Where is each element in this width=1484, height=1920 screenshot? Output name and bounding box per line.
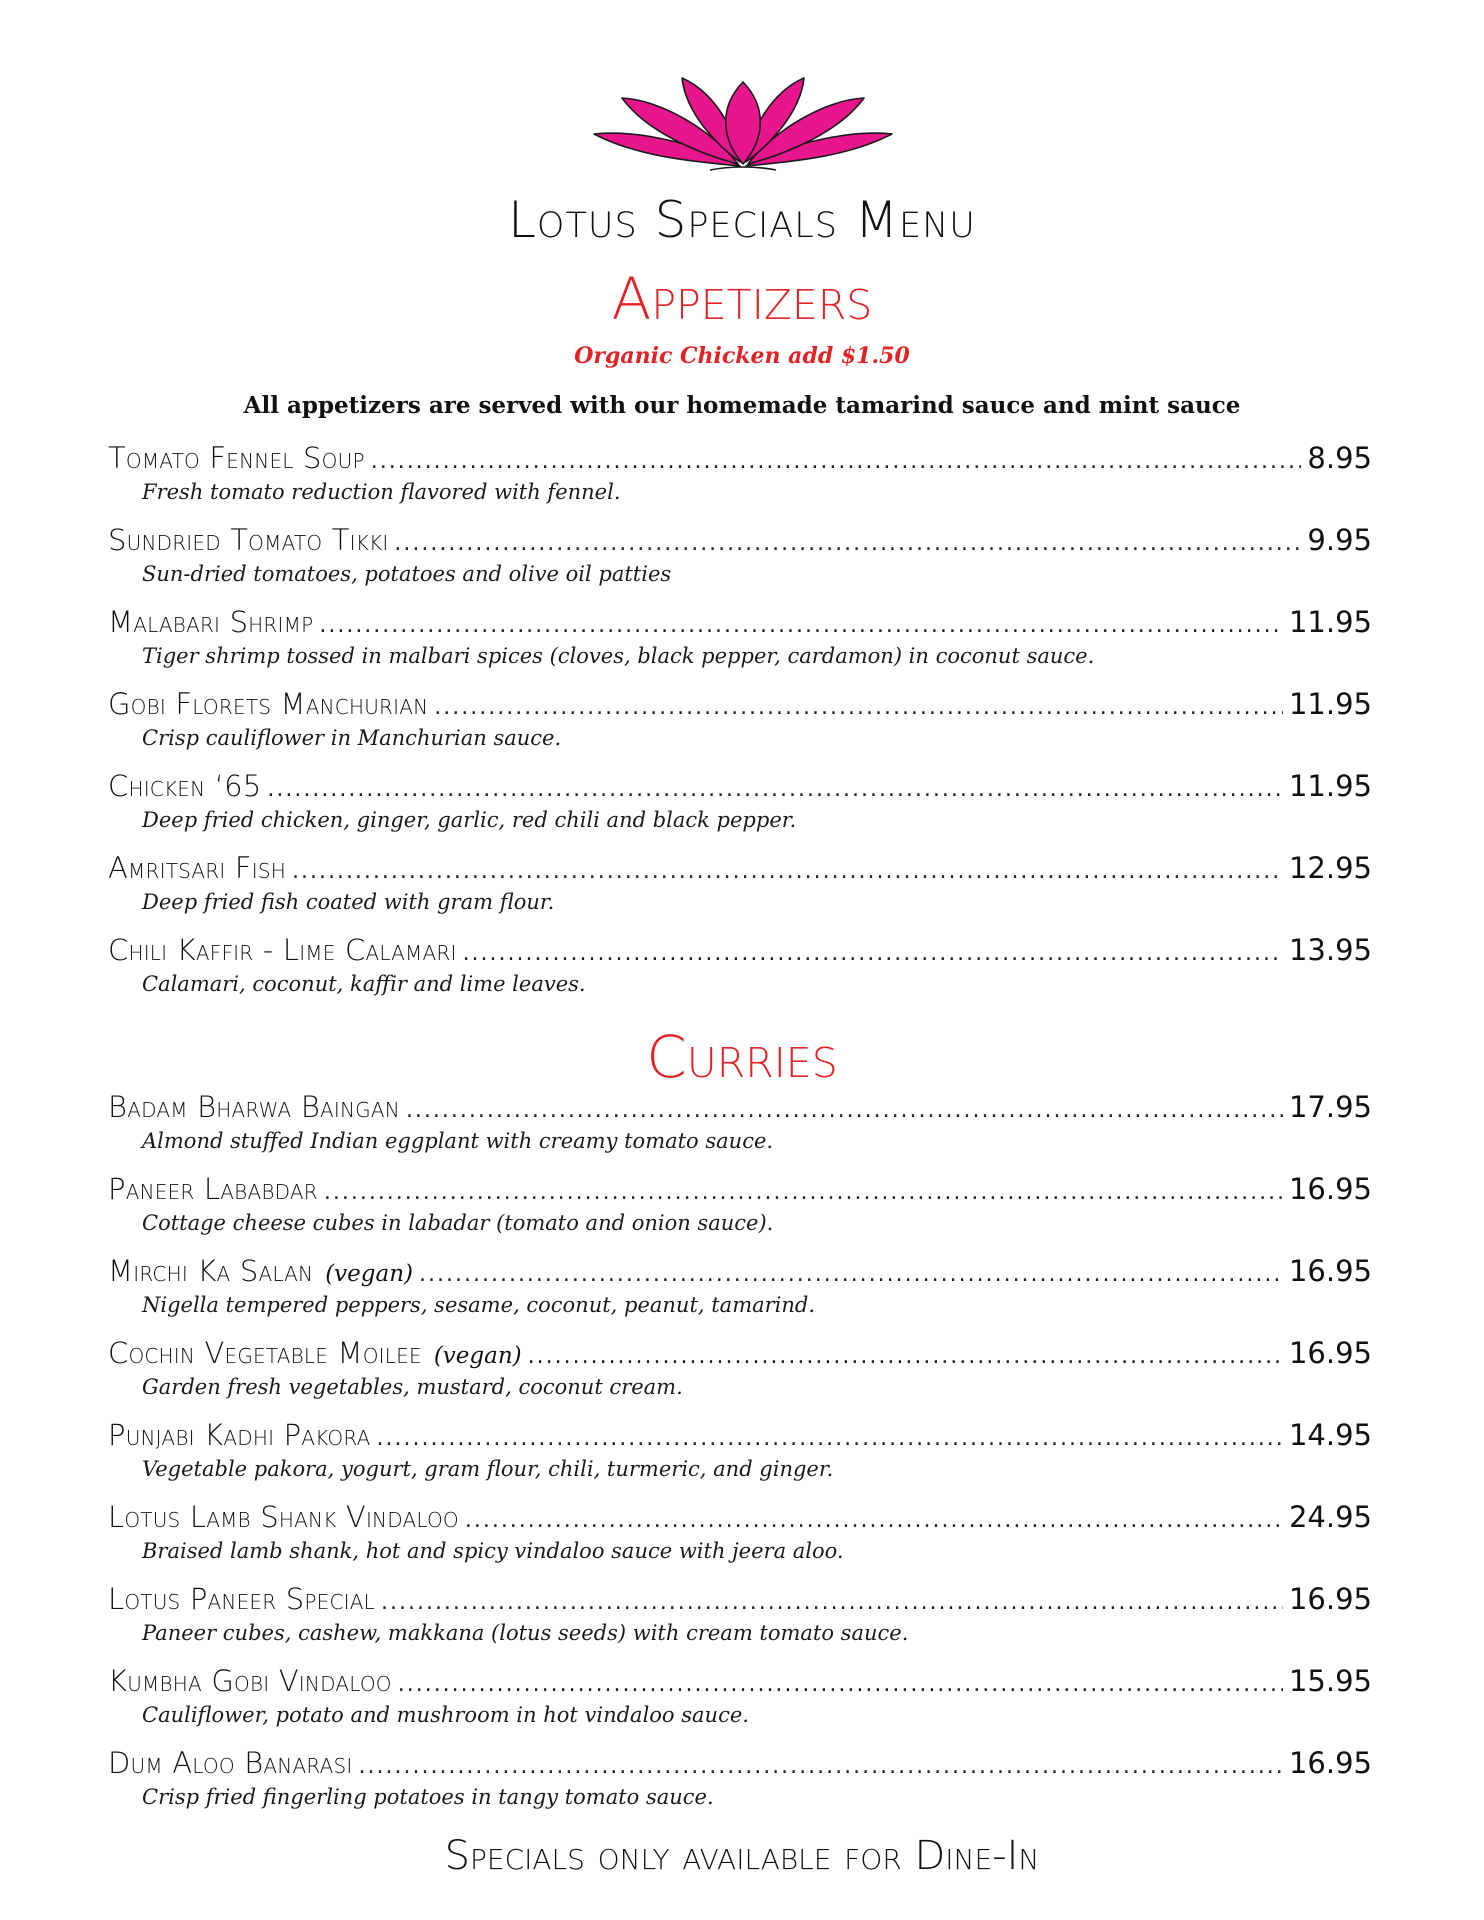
appetizers-list bbox=[108, 438, 1372, 1012]
dot-leader bbox=[292, 852, 1283, 892]
item-description: Fresh tomato reduction flavored with fennel. bbox=[142, 480, 621, 504]
item-price: 11.95 bbox=[1288, 605, 1372, 639]
dot-leader bbox=[463, 934, 1283, 974]
item-price: 16.95 bbox=[1288, 1336, 1372, 1370]
menu-item bbox=[108, 602, 1372, 684]
menu-item bbox=[108, 930, 1372, 1012]
item-price: 9.95 bbox=[1307, 523, 1372, 557]
item-description: Crisp fried fingerling potatoes in tangy tomato sauce. bbox=[142, 1785, 714, 1809]
item-price: 15.95 bbox=[1288, 1664, 1372, 1698]
dot-leader bbox=[371, 442, 1302, 482]
dot-leader bbox=[419, 1255, 1283, 1295]
menu-title: Lotus Specials Menu bbox=[508, 191, 976, 249]
dot-leader bbox=[319, 606, 1283, 646]
item-description: Braised lamb shank, hot and spicy vindaloo sauce with jeera aloo. bbox=[142, 1539, 844, 1563]
item-price: 24.95 bbox=[1288, 1500, 1372, 1534]
item-price: 12.95 bbox=[1288, 851, 1372, 885]
item-name: Paneer Lababdar bbox=[108, 1172, 318, 1206]
dot-leader bbox=[359, 1747, 1283, 1787]
item-description: Almond stuffed Indian eggplant with creamy tomato sauce. bbox=[142, 1129, 774, 1153]
item-description: Cottage cheese cubes in labadar (tomato and onion sauce). bbox=[142, 1211, 774, 1235]
curries-list bbox=[108, 1087, 1372, 1825]
lotus-flower-icon bbox=[590, 70, 896, 172]
item-name: Mirchi Ka Salan bbox=[108, 1254, 314, 1288]
item-description: Deep fried fish coated with gram flour. bbox=[142, 890, 555, 914]
item-description: Tiger shrimp tossed in malbari spices (cloves, black pepper, cardamon) in coconut sauce. bbox=[142, 644, 1095, 668]
item-description: Nigella tempered peppers, sesame, coconut, peanut, tamarind. bbox=[142, 1293, 816, 1317]
item-name: Kumbha Gobi Vindaloo bbox=[108, 1664, 392, 1698]
item-description: Calamari, coconut, kaffir and lime leaves. bbox=[142, 972, 586, 996]
menu-item bbox=[108, 1251, 1372, 1333]
appetizers-heading: Appetizers bbox=[611, 265, 873, 333]
item-name: Dum Aloo Banarasi bbox=[108, 1746, 353, 1780]
menu-item bbox=[108, 1087, 1372, 1169]
item-price: 16.95 bbox=[1288, 1746, 1372, 1780]
dot-leader bbox=[267, 770, 1283, 810]
item-description: Paneer cubes, cashew, makkana (lotus seeds) with cream tomato sauce. bbox=[142, 1621, 909, 1645]
item-name: Gobi Florets Manchurian bbox=[108, 687, 429, 721]
item-price: 16.95 bbox=[1288, 1172, 1372, 1206]
dot-leader bbox=[465, 1501, 1283, 1541]
dot-leader bbox=[381, 1583, 1283, 1623]
vegan-tag: (vegan) bbox=[433, 1343, 522, 1369]
item-description: Garden fresh vegetables, mustard, coconut cream. bbox=[142, 1375, 683, 1399]
vegan-tag: (vegan) bbox=[325, 1261, 414, 1287]
item-name: Lotus Lamb Shank Vindaloo bbox=[108, 1500, 459, 1534]
menu-item bbox=[108, 520, 1372, 602]
curries-heading: Curries bbox=[646, 1023, 838, 1091]
menu-item bbox=[108, 438, 1372, 520]
dot-leader bbox=[528, 1337, 1283, 1377]
dot-leader bbox=[394, 524, 1301, 564]
menu-item bbox=[108, 1743, 1372, 1825]
menu-item bbox=[108, 1579, 1372, 1661]
item-name: Malabari Shrimp bbox=[108, 605, 314, 639]
item-name: Lotus Paneer Special bbox=[108, 1582, 375, 1616]
menu-item bbox=[108, 848, 1372, 930]
item-name: Punjabi Kadhi Pakora bbox=[108, 1418, 371, 1452]
item-name: Chicken ‘65 bbox=[108, 769, 262, 803]
item-description: Vegetable pakora, yogurt, gram flour, chili, turmeric, and ginger. bbox=[142, 1457, 834, 1481]
item-name: Cochin Vegetable Moilee bbox=[108, 1336, 422, 1370]
menu-item bbox=[108, 1497, 1372, 1579]
item-description: Deep fried chicken, ginger, garlic, red chili and black pepper. bbox=[142, 808, 797, 832]
appetizers-sauce-note: All appetizers are served with our homemade tamarind sauce and mint sauce bbox=[243, 392, 1241, 419]
menu-item bbox=[108, 1661, 1372, 1743]
dot-leader bbox=[406, 1091, 1283, 1131]
item-name: Tomato Fennel Soup bbox=[108, 441, 365, 475]
item-description: Sun-dried tomatoes, potatoes and olive oil patties bbox=[142, 562, 672, 586]
menu-item bbox=[108, 1333, 1372, 1415]
item-name: Badam Bharwa Baingan bbox=[108, 1090, 400, 1124]
item-price: 11.95 bbox=[1288, 769, 1372, 803]
item-price: 8.95 bbox=[1307, 441, 1372, 475]
menu-item bbox=[108, 684, 1372, 766]
item-name: Amritsari Fish bbox=[108, 851, 286, 885]
dot-leader bbox=[376, 1419, 1282, 1459]
menu-item bbox=[108, 1169, 1372, 1251]
item-price: 13.95 bbox=[1288, 933, 1372, 967]
item-price: 14.95 bbox=[1288, 1418, 1372, 1452]
item-description: Cauliflower, potato and mushroom in hot vindaloo sauce. bbox=[142, 1703, 749, 1727]
item-price: 11.95 bbox=[1288, 687, 1372, 721]
item-description: Crisp cauliflower in Manchurian sauce. bbox=[142, 726, 562, 750]
dot-leader bbox=[434, 688, 1283, 728]
menu-item bbox=[108, 1415, 1372, 1497]
item-price: 16.95 bbox=[1288, 1582, 1372, 1616]
menu-item bbox=[108, 766, 1372, 848]
item-price: 17.95 bbox=[1288, 1090, 1372, 1124]
item-name: Chili Kaffir - Lime Calamari bbox=[108, 933, 457, 967]
dot-leader bbox=[324, 1173, 1283, 1213]
dine-in-footer: Specials only available for Dine-In bbox=[444, 1833, 1040, 1879]
dot-leader bbox=[398, 1665, 1283, 1705]
item-name: Sundried Tomato Tikki bbox=[108, 523, 389, 557]
item-price: 16.95 bbox=[1288, 1254, 1372, 1288]
organic-chicken-note: Organic Chicken add $1.50 bbox=[574, 343, 910, 369]
